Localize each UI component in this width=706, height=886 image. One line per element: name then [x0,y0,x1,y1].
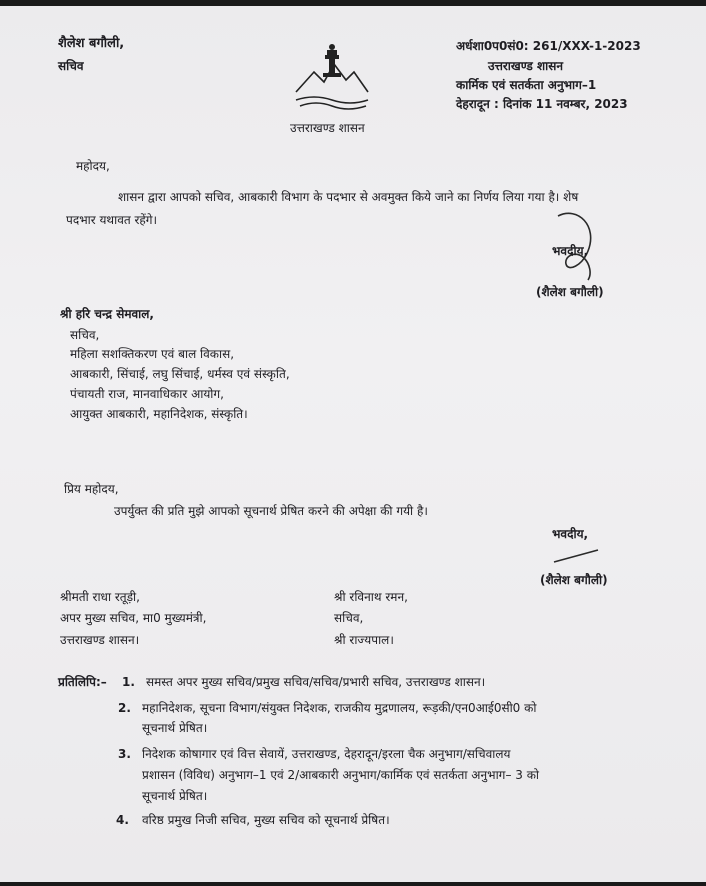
recipient-left-line: उत्तराखण्ड शासन। [60,633,140,647]
sender-designation: सचिव [58,59,84,73]
recipient-right-line: श्री रविनाथ रमन, [334,590,408,604]
body-line-2: पदभार यथावत रहेंगे। [66,213,158,227]
copy-item-line: सूचनार्थ प्रेषित। [142,789,208,803]
copy-item-line: प्रशासन (विविध) अनुभाग–1 एवं 2/आबकारी अनुभाग/कार्मिक एवं सतर्कता अनुभाग– 3 को [142,768,540,782]
letter2-body: उपर्युक्त की प्रति मुझे आपको सूचनार्थ प्रेषित करने की अपेक्षा की गयी है। [114,504,428,518]
closing-2: भवदीय, [552,527,589,541]
copy-item-line: महानिदेशक, सूचना विभाग/संयुक्त निदेशक, राजकीय मुद्रणालय, रूड़की/एन0आई0सी0 को [142,701,537,715]
copies-label: प्रतिलिपि:– [58,675,107,689]
addressee-line: पंचायती राज, मानवाधिकार आयोग, [70,387,224,401]
recipient-left-line: श्रीमती राधा रतूड़ी, [60,590,140,604]
copy-item-line: सूचनार्थ प्रेषित। [142,721,208,735]
letter-page [0,6,706,882]
reference-department: कार्मिक एवं सतर्कता अनुभाग–1 [456,78,597,92]
copy-item-line: समस्त अपर मुख्य सचिव/प्रमुख सचिव/सचिव/प्रभारी सचिव, उत्तराखण्ड शासन। [146,675,486,689]
copy-item-number: 2. [118,701,131,715]
reference-number: अर्धशा0प0सं0: 261/XXX-1-2023 [456,39,641,53]
copy-item-number: 1. [122,675,135,689]
emblem-caption: उत्तराखण्ड शासन [290,121,365,135]
sender-name: शैलेश बगौली, [58,36,125,51]
recipient-right-line: श्री राज्यपाल। [334,633,394,647]
copy-item-line: निदेशक कोषागार एवं वित्त सेवायें, उत्तराखण्ड, देहरादून/इरला चैक अनुभाग/सचिवालय [142,747,511,761]
copy-item-number: 4. [116,813,129,827]
body-line-1: शासन द्वारा आपको सचिव, आबकारी विभाग के पदभार से अवमुक्त किये जाने का निर्णय लिया गया है। शेष [118,190,579,204]
addressee-line: आयुक्त आबकारी, महानिदेशक, संस्कृति। [70,407,248,421]
salutation-2: प्रिय महोदय, [64,482,119,496]
addressee-line: सचिव, [70,328,100,342]
signature-mark-2 [552,546,602,566]
recipient-right-line: सचिव, [334,611,364,625]
recipient-left-line: अपर मुख्य सचिव, मा0 मुख्यमंत्री, [60,611,207,625]
addressee-name: श्री हरि चन्द्र सेमवाल, [60,307,154,321]
addressee-line: आबकारी, सिंचाई, लघु सिंचाई, धर्मस्व एवं संस्कृति, [70,367,290,381]
signatory-2: (शैलेश बगौली) [540,573,608,587]
addressee-line: महिला सशक्तिकरण एवं बाल विकास, [70,347,235,361]
salutation: महोदय, [76,159,110,173]
copy-item-number: 3. [118,747,131,761]
reference-government: उत्तराखण्ड शासन [488,59,564,73]
reference-place-date: देहरादून : दिनांक 11 नवम्बर, 2023 [456,97,628,111]
uttarakhand-emblem-icon [294,42,370,116]
closing-1: भवदीय, [552,244,589,258]
signatory-1: (शैलेश बगौली) [536,285,604,299]
copy-item-line: वरिष्ठ प्रमुख निजी सचिव, मुख्य सचिव को सूचनार्थ प्रेषित। [142,813,390,827]
